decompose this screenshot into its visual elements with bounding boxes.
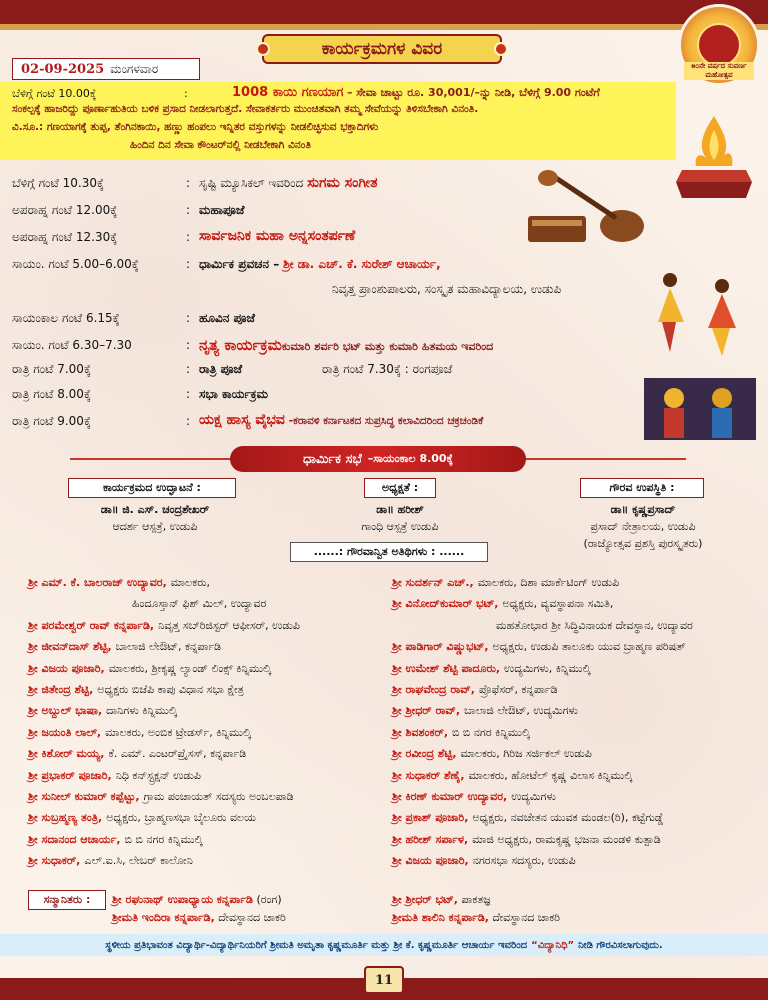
guest-name: ಶ್ರೀ ಶ್ರೀಧರ್ ರಾವ್,: [392, 704, 461, 718]
guest-detail: ಬಿ ಬಿ ನಗರ ಕಿನ್ನಿಮುಲ್ಕಿ: [452, 725, 530, 739]
schedule-time: ರಾತ್ರಿ ಗಂಟೆ 9.00ಕ್ಕೆ: [12, 414, 91, 428]
musical-instruments-icon: [520, 168, 660, 248]
guest-detail: ಮಾಲಕರು, ದಿಶಾ ಮಾರ್ಕೆಟಿಂಗ್ ಉಡುಪಿ: [477, 576, 620, 589]
list-item: [28, 769, 201, 783]
divider: [70, 458, 230, 460]
guest-detail: ಪ್ರೊಫೆಸರ್, ಕನ್ನರ್ಪಾಡಿ: [478, 683, 558, 696]
guest-name: ಶ್ರೀ ಉಮೇಶ್ ಶೆಟ್ಟಿ ಪಾದೂರು,: [392, 661, 501, 675]
ganayaga-event: 1008 ಕಾಯಿ ಗಣಯಾಗ: [232, 85, 344, 100]
guest-detail: ಅಧ್ಯಕ್ಷರು, ನವಚೇತನ ಯುವಕ ಮಂಡಲ(ರಿ), ಕಟ್ಟೆಗುಡ್ಡೆ: [472, 811, 664, 825]
guest-detail: ಮಾಲಕರು, ಹೋಟೆಲ್ ಕೃಷ್ಣ ವಿಲಾಸ ಕಿನ್ನಿಮುಲ್ಕಿ: [468, 768, 633, 782]
honoured-label: ಸನ್ಮಾನಿತರು :: [28, 890, 106, 910]
footer-note: [0, 934, 768, 956]
hawan-fire-icon: [672, 110, 756, 206]
schedule-time: ಬೆಳಿಗ್ಗೆ ಗಂಟೆ 10.30ಕ್ಕೆ: [12, 176, 105, 190]
honoured-name: ಶ್ರೀಮತಿ ಇಂದಿರಾ ಕನ್ನರ್ಪಾಡಿ,: [112, 911, 215, 924]
role-label-inauguration: ಕಾರ್ಯಕ್ರಮದ ಉದ್ಘಾಟನೆ :: [68, 478, 236, 498]
guest-name: ಶ್ರೀ ಸುಧಾಕರ್ ಶೆಣೈ,: [392, 768, 465, 782]
event-day: ಮಂಗಳವಾರ: [110, 61, 159, 76]
list-item: [28, 811, 256, 825]
list-item: [392, 683, 558, 697]
list-item: [492, 619, 693, 633]
list-item: [392, 704, 578, 718]
role-name: ಡಾ॥ ಜಿ. ಎಸ್. ಚಂದ್ರಶೇಖರ್: [100, 503, 210, 516]
role-label-guest-of-honour: ಗೌರವ ಉಪಸ್ಥಿತಿ :: [580, 478, 704, 498]
guest-name: ಶ್ರೀ ಪ್ರಭಾಕರ್ ಪೂಜಾರಿ,: [28, 768, 112, 782]
top-border-stripe: [0, 24, 768, 30]
guest-detail: ದಾನಿಗಳು ಕಿನ್ನಿಮುಲ್ಕಿ: [106, 704, 177, 718]
list-item: [392, 833, 661, 847]
guest-detail: ನಿಧಿ ಕನ್‌ಸ್ಟ್ರಕ್ಷನ್ ಉಡುಪಿ: [115, 768, 201, 782]
schedule-time: ಸಾಯಂಕಾಲ ಗಂಟೆ 6.15ಕ್ಕೆ: [12, 311, 120, 325]
role-detail: ಗಾಂಧಿ ಆಸ್ಪತ್ರೆ ಉಡುಪಿ: [361, 520, 439, 533]
role-detail: ಆದರ್ಶ ಆಸ್ಪತ್ರೆ, ಉಡುಪಿ: [112, 520, 198, 533]
guest-name: ಶ್ರೀ ಜೀವನ್‌ದಾಸ್ ಶೆಟ್ಟಿ,: [28, 640, 112, 654]
schedule-event-text: ಧಾರ್ಮಿಕ ಪ್ರವಚನ –: [199, 257, 280, 271]
guest-detail: ಬಿ ಬಿ ನಗರ ಕಿನ್ನಿಮುಲ್ಕಿ: [124, 832, 203, 846]
list-item: [28, 790, 294, 804]
schedule-event-detail: -ಕರಾವಳಿ ಕರ್ನಾಟಕದ ಸುಪ್ರಸಿದ್ಧ ಕಲಾವಿದರಿಂದ ಚಕ್ರಚಂಡಿಕೆ: [288, 415, 484, 427]
page-title: ಕಾರ್ಯಕ್ರಮಗಳ ವಿವರ: [321, 39, 443, 59]
sabha-time: –ಸಾಯಂಕಾಲ 8.00ಕ್ಕೆ: [367, 452, 454, 465]
guest-detail: ಅಧ್ಯಕ್ಷರು, ವ್ಯವಸ್ಥಾಪನಾ ಸಮಿತಿ,: [502, 597, 614, 611]
role-detail: ಪ್ರಸಾದ್ ನೇತ್ರಾಲಯ, ಉಡುಪಿ: [590, 520, 696, 533]
guest-detail: ಮಾಲಕರು, ಅಂಬಿಕ ಟ್ರೇಡರ್ಸ್, ಕಿನ್ನಿಮುಲ್ಕಿ: [105, 725, 251, 739]
list-item: [28, 683, 244, 697]
schedule-event: ನಿವೃತ್ತ ಪ್ರಾಂಶುಪಾಲರು, ಸಂಸ್ಕೃತ ಮಹಾವಿದ್ಯಾಲಯ, ಉಡುಪಿ: [332, 282, 562, 296]
ganayaga-line-2: ಸಂಕಲ್ಪಕ್ಕೆ ಹಾಜರಿದ್ದು ಪೂರ್ಣಾಹುತಿಯ ಬಳಿಕ ಪ್ರಸಾದ ನೀಡಲಾಗುತ್ತದೆ. ಸೇವಾಕರ್ತರು ಮುಂಚಿತವಾಗಿ ತಮ್ಮ ಸೇವೆಯನ್ನು ತಿಳಿಸಬೇಕಾಗಿ ವಿನಂತಿ.: [12, 103, 479, 115]
list-item: [112, 893, 282, 907]
list-item: [28, 726, 251, 740]
schedule-time: ಅಪರಾಹ್ನ ಗಂಟೆ 12.30ಕ್ಕೆ: [12, 230, 118, 244]
guest-detail: ಮಹತೋಭಾರ ಶ್ರೀ ಸಿದ್ಧಿವಿನಾಯಕ ದೇವಸ್ಥಾನ, ಉದ್ಯಾವರ: [496, 618, 693, 632]
event-date: 02-09-2025: [21, 61, 105, 77]
colon: :: [186, 362, 191, 376]
yakshagana-icon: [644, 378, 756, 440]
guest-name: ಶ್ರೀ ವಿಜಯ ಪೂಜಾರಿ,: [392, 854, 469, 868]
role-detail: (ರಾಜ್ಯೋತ್ಸವ ಪ್ರಶಸ್ತಿ ಪುರಸ್ಕೃತರು): [583, 537, 703, 550]
guest-name: ಶ್ರೀ ಪಾಡಿಗಾರ್ ವಿಷ್ಣುಭಟ್,: [392, 640, 489, 654]
ornament-icon: [494, 42, 508, 56]
ganayaga-detail: – ಸೇವಾ ಚಾಟ್ಟು ರೂ. 30,001/–ನ್ನು ನೀಡಿ, ಬೆಳಿಗ್ಗೆ 9.00 ಗಂಟೆಗೆ: [346, 86, 600, 99]
footer-highlight: “ವಿದ್ಯಾನಿಧಿ”: [531, 939, 575, 951]
schedule-event-highlight: ನೃತ್ಯ ಕಾರ್ಯಕ್ರಮ: [199, 336, 282, 354]
list-item: [28, 747, 246, 761]
guest-detail: ಎಲ್.ಐ.ಸಿ, ಲೇಬರ್ ಕಾಲೋನಿ: [84, 854, 193, 868]
guest-detail: ಬಾಲಾಜಿ ಲೇಔಟ್, ಉದ್ಯಮಿಗಳು: [464, 704, 579, 718]
date-box: [12, 58, 200, 80]
honoured-name: ಶ್ರೀ ರಘುನಾಥ್ ಉಪಾಧ್ಯಾಯ ಕನ್ನರ್ಪಾಡಿ: [112, 893, 253, 906]
logo-caption: ೫೦ನೇ ವರ್ಷದ ಸುವರ್ಣ ಮಹೋತ್ಸವ: [684, 62, 754, 80]
guest-name: ಶ್ರೀ ಅಬ್ದುಲ್ ಭಾಷಾ,: [28, 704, 103, 718]
list-item: [28, 833, 203, 847]
schedule-event-highlight: ಸಾರ್ವಜನಿಕ ಮಹಾ ಅನ್ನಸಂತರ್ಪಣೆ: [199, 228, 356, 244]
list-item: [392, 747, 592, 761]
dancers-icon: [640, 262, 760, 362]
schedule-event-highlight: ಸುಗಮ ಸಂಗೀತ: [307, 175, 378, 191]
colon: :: [186, 230, 191, 244]
honoured-detail: ದೇವಸ್ಥಾನದ ಚಾಕರಿ: [492, 911, 560, 924]
guest-name: ಶ್ರೀ ಜಯಂತಿ ಲಾಲ್,: [28, 725, 102, 739]
list-item: [112, 911, 286, 925]
guest-name: ಶ್ರೀ ಎಮ್. ಕೆ. ಬಾಲರಾಜ್ ಉದ್ಯಾವರ,: [28, 576, 167, 589]
guest-name: ಶ್ರೀ ಜಿತೇಂದ್ರ ಶೆಟ್ಟಿ,: [28, 683, 94, 696]
list-item: [28, 619, 300, 633]
list-item: [28, 662, 271, 676]
role-name: ಡಾ॥ ಕೃಷ್ಣಪ್ರಸಾದ್: [610, 503, 676, 516]
schedule-event: ಹೂವಿನ ಪೂಜೆ: [199, 311, 256, 325]
list-item: [392, 911, 560, 925]
honoured-detail: (ರಂಗ): [256, 893, 282, 906]
sabha-banner: [230, 446, 526, 472]
list-item: [28, 640, 221, 654]
guest-name: ಶ್ರೀ ಸುಬ್ರಹ್ಮಣ್ಯ ತಂತ್ರಿ,: [28, 811, 103, 825]
schedule-event: [199, 175, 378, 191]
guest-detail: ಅಧ್ಯಕ್ಷರು, ಬ್ರಾಹ್ಮಣಸಭಾ ಬೈಲೂರು ವಲಯ: [106, 811, 256, 825]
title-banner: [262, 34, 502, 64]
guest-name: ಶ್ರೀ ವಿಜಯ ಪೂಜಾರಿ,: [28, 661, 105, 675]
ornament-icon: [256, 42, 270, 56]
schedule-event: ಮಹಾಪೂಜೆ: [199, 203, 245, 217]
list-item: [392, 811, 663, 825]
guest-detail: ಕೆ. ಎಮ್. ಎಂಟರ್‌ಪ್ರೈಸಸ್, ಕನ್ನರ್ಪಾಡಿ: [108, 747, 247, 761]
schedule-event: ರಾತ್ರಿ ಪೂಜೆ: [199, 362, 243, 376]
list-item: [28, 576, 210, 590]
honoured-name: ಶ್ರೀ ಶ್ರೀಧರ್ ಭಟ್,: [392, 893, 458, 906]
guest-name: ಶ್ರೀ ಶಿವಶಂಕರ್,: [392, 725, 449, 739]
schedule-event: ಸಭಾ ಕಾರ್ಯಕ್ರಮ: [199, 387, 269, 401]
list-item: [392, 726, 530, 740]
guest-detail: ಬಾಲಾಜಿ ಲೇಔಟ್, ಕನ್ನರ್ಪಾಡಿ: [115, 640, 222, 654]
schedule-event: [199, 336, 493, 354]
ganayaga-line-3: ವಿ.ಸೂ.: ಗಣಯಾಗಕ್ಕೆ ತುಪ್ಪ, ತೆಂಗಿನಕಾಯಿ, ಹಣ್ಣು ಹಂಪಲು ಇನ್ನಿತರ ವಸ್ತುಗಳನ್ನು ನೀಡಲಿಚ್ಛಿಸುವ ಭಕ್ತಾದಿಗಳು: [12, 121, 379, 133]
guest-name: ಶ್ರೀ ಸದಾನಂದ ಆಚಾರ್ಯ,: [28, 832, 121, 846]
colon: :: [186, 311, 191, 325]
schedule-event-detail: ಕುಮಾರಿ ಶರ್ವರಿ ಭಟ್ ಮತ್ತು ಕುಮಾರಿ ಹಿತಮಯ ಇವರಿಂದ: [281, 340, 494, 353]
schedule-time: ಸಾಯಂ. ಗಂಟೆ 5.00–6.00ಕ್ಕೆ: [12, 257, 139, 271]
schedule-event-text: ಸೃಷ್ಟಿ ಮ್ಯೂಸಿಕಲ್ ಇವರಿಂದ: [199, 176, 304, 190]
deity-icon: [697, 23, 741, 67]
schedule-time: ರಾತ್ರಿ ಗಂಟೆ 7.00ಕ್ಕೆ: [12, 362, 91, 376]
list-item: [392, 597, 613, 611]
sabha-title: ಧಾರ್ಮಿಕ ಸಭೆ: [302, 451, 362, 467]
guest-name: ಶ್ರೀ ಸುಧಾಕರ್,: [28, 854, 81, 868]
list-item: [28, 854, 193, 868]
divider: [526, 458, 686, 460]
guest-name: ಶ್ರೀ ರಾಘವೇಂದ್ರ ರಾವ್,: [392, 683, 475, 696]
guest-name: ಶ್ರೀ ವಿನೋದ್‌ಕುಮಾರ್ ಭಟ್,: [392, 597, 499, 611]
schedule-time: ರಾತ್ರಿ ಗಂಟೆ 8.00ಕ್ಕೆ: [12, 387, 91, 401]
role-label-presidency: ಅಧ್ಯಕ್ಷತೆ :: [364, 478, 436, 498]
guest-detail: ಮಾಲಕರು,: [170, 576, 211, 589]
colon: :: [186, 176, 191, 190]
list-item: [392, 893, 491, 907]
schedule-event-highlight: ಯಕ್ಷ ಹಾಸ್ಯ ವೈಭವ: [199, 412, 285, 428]
schedule-time: ಅಪರಾಹ್ನ ಗಂಟೆ 12.00ಕ್ಕೆ: [12, 203, 118, 217]
colon: :: [186, 257, 191, 271]
guest-detail: ಉದ್ಯಮಿಗಳು: [511, 790, 556, 803]
list-item: [392, 790, 556, 804]
guest-name: ಶ್ರೀ ಕಿಶೋರ್ ಮಯ್ಯ,: [28, 747, 105, 761]
list-item: [392, 576, 619, 590]
footer-text: ಸ್ಥಳೀಯ ಪ್ರತಿಭಾವಂತ ವಿದ್ಯಾರ್ಥಿ-ವಿದ್ಯಾರ್ಥಿನಿಯರಿಗೆ ಶ್ರೀಮತಿ ಅಮೃತಾ ಕೃಷ್ಣಮೂರ್ತಿ ಮತ್ತು ಶ್ರೀ ಕೆ. ಕೃಷ್ಣಮೂರ್ತಿ ಆಚಾರ್ಯ ಇವರಿಂದ: [105, 939, 528, 951]
guest-detail: ಮಾಜಿ ಅಧ್ಯಕ್ಷರು, ರಾಮಕೃಷ್ಣ ಭಜನಾ ಮಂಡಳಿ ಕುತ್ಪಾಡಿ: [472, 832, 661, 846]
colon: :: [186, 203, 191, 217]
guest-name: ಶ್ರೀ ಪ್ರಕಾಶ್ ಪೂಜಾರಿ,: [392, 811, 469, 825]
page-number: 11: [364, 966, 404, 994]
guest-detail: ಹಿಂದೂಸ್ತಾನ್ ಫಿಶ್ ಮಿಲ್, ಉದ್ಯಾವರ: [132, 597, 267, 611]
guest-detail: ಅಧ್ಯಕ್ಷರು ಬಿಜೆಪಿ ಕಾಪು ವಿಧಾನ ಸಭಾ ಕ್ಷೇತ್ರ: [97, 683, 244, 696]
colon: :: [184, 87, 188, 100]
guest-name: ಶ್ರೀ ರವೀಂದ್ರ ಶೆಟ್ಟಿ,: [392, 747, 457, 761]
ganayaga-time: ಬೆಳಿಗ್ಗೆ ಗಂಟೆ 10.00ಕ್ಕೆ: [12, 87, 97, 100]
guest-detail: ನಗರಸಭಾ ಸದಸ್ಯರು, ಉಡುಪಿ: [472, 854, 576, 868]
colon: :: [186, 387, 191, 401]
guest-name: ಶ್ರೀ ಪರಮೇಶ್ವರ್ ರಾವ್ ಕನ್ನರ್ಪಾಡಿ,: [28, 618, 155, 632]
colon: :: [186, 338, 191, 352]
ganayaga-line-4: ಹಿಂದಿನ ದಿನ ಸೇವಾ ಕೌಂಟರ್‌ನಲ್ಲಿ ನೀಡಬೇಕಾಗಿ ವಿನಂತಿ: [130, 139, 311, 151]
colon: :: [186, 414, 191, 428]
guest-name: ಶ್ರೀ ಸುನೀಲ್ ಕುಮಾರ್ ಕಪ್ಪೆಟ್ಟು,: [28, 790, 140, 803]
role-name: ಡಾ॥ ಹರೀಶ್: [376, 503, 424, 516]
footer-text-end: ನೀಡಿ ಗೌರವಿಸಲಾಗುವುದು.: [578, 939, 663, 951]
guests-title: ......: ಗೌರವಾನ್ವಿತ ಅತಿಥಿಗಳು : ......: [290, 542, 488, 562]
list-item: [28, 704, 177, 718]
guest-name: ಶ್ರೀ ಕಿರಣ್ ಕುಮಾರ್ ಉದ್ಯಾವರ,: [392, 790, 508, 803]
guest-detail: ಉದ್ಯಮಿಗಳು, ಕಿನ್ನಿಮುಲ್ಕಿ: [504, 661, 591, 675]
list-item: [128, 597, 266, 611]
schedule-event-extra: ರಾತ್ರಿ ಗಂಟೆ 7.30ಕ್ಕೆ : ರಂಗಪೂಜೆ: [322, 362, 453, 376]
ganayaga-line-1: [12, 86, 188, 101]
schedule-event-highlight: ಶ್ರೀ ಡಾ. ಎಚ್. ಕೆ. ಸುರೇಶ್ ಆಚಾರ್ಯ,: [283, 257, 441, 271]
list-item: [392, 640, 686, 654]
list-item: [392, 769, 632, 783]
guest-detail: ನಿವೃತ್ತ ಸಬ್‌ರಿಜಿಸ್ಟರ್ ಆಫೀಸರ್, ಉಡುಪಿ: [158, 618, 300, 632]
honoured-detail: ಪಾಕತಜ್ಞ: [461, 893, 491, 906]
honoured-detail: ದೇವಸ್ಥಾನದ ಚಾಕರಿ: [218, 911, 286, 924]
guest-detail: ಮಾಲಕರು, ಶ್ರೀಕೃಷ್ಣ ಲ್ಯಾಂಡ್ ಲಿಂಕ್ಸ್ ಕಿನ್ನಿಮುಲ್ಕಿ: [108, 661, 272, 675]
guest-detail: ಗ್ರಾಮ ಪಂಚಾಯತ್ ಸದಸ್ಯರು ಅಂಬಲಪಾಡಿ: [143, 790, 294, 803]
schedule-event: [199, 412, 483, 428]
schedule-event: [199, 257, 441, 272]
guest-detail: ಮಾಲಕರು, ಗಿರಿಜ ಸರ್ಜಿಕಲ್ ಉಡುಪಿ: [460, 747, 592, 761]
list-item: [392, 854, 576, 868]
guest-name: ಶ್ರೀ ಸುದರ್ಶನ್ ಎಚ್.,: [392, 576, 474, 589]
schedule-time: ಸಾಯಂ. ಗಂಟೆ 6.30–7.30: [12, 338, 132, 352]
honoured-name: ಶ್ರೀಮತಿ ಶಾಲಿನಿ ಕನ್ನರ್ಪಾಡಿ,: [392, 911, 489, 924]
list-item: [392, 662, 591, 676]
ganayaga-event-line: [232, 85, 600, 100]
guest-name: ಶ್ರೀ ಹರೀಶ್ ಸರ್ಪಾಳ,: [392, 832, 469, 846]
guest-detail: ಅಧ್ಯಕ್ಷರು, ಉಡುಪಿ ತಾಲೂಕು ಯುವ ಬ್ರಾಹ್ಮಣ ಪರಿಷತ್: [492, 640, 686, 654]
